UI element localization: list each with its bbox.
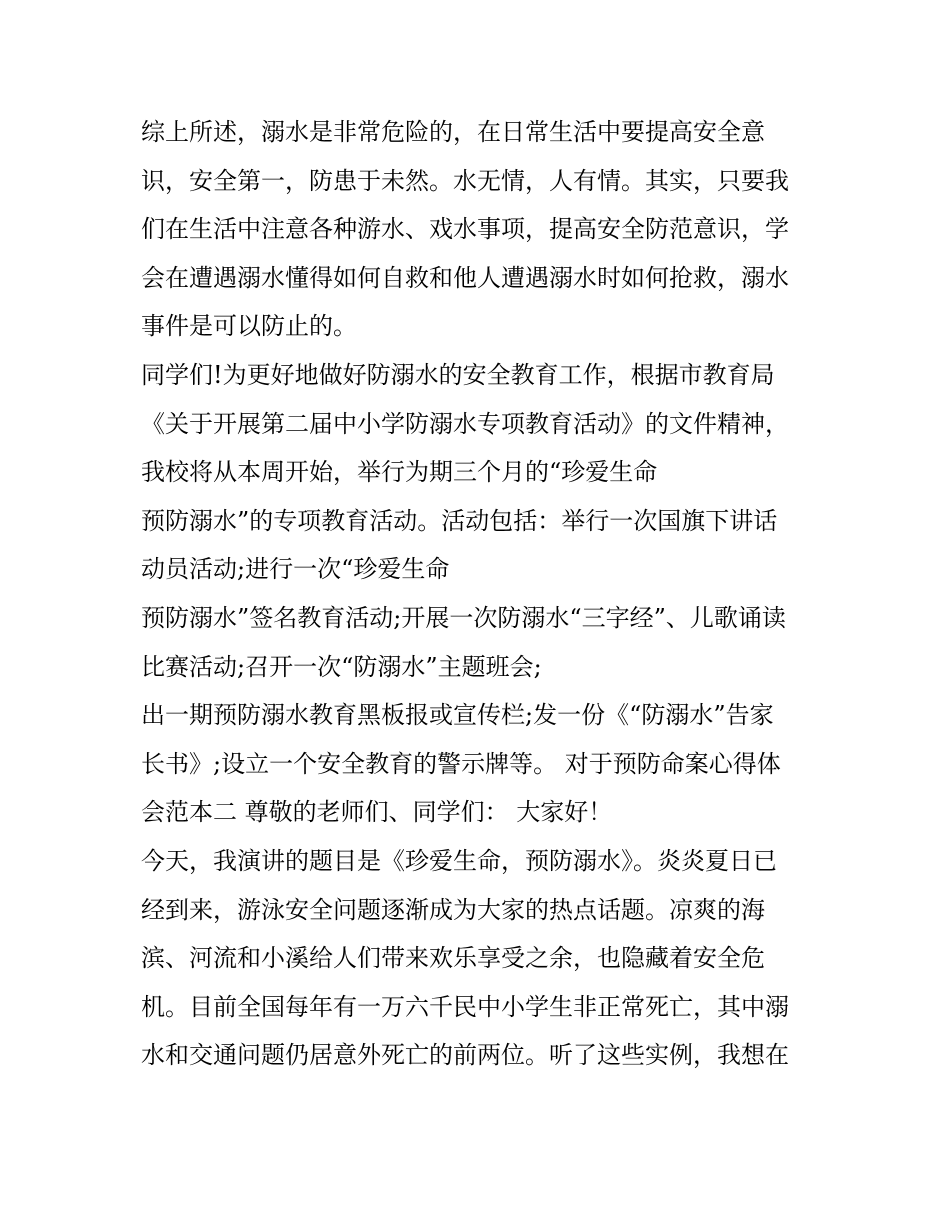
text-line: 会范本二 尊敬的老师们、同学们： 大家好！ <box>141 798 613 827</box>
text-line: 们在生活中注意各种游水、戏水事项，提高安全防范意识，学 <box>141 215 789 244</box>
text-line: 会在遭遇溺水懂得如何自救和他人遭遇溺水时如何抢救，溺水 <box>141 263 789 292</box>
text-line: 《关于开展第二届中小学防溺水专项教育活动》的文件精神， <box>141 409 789 438</box>
document-body <box>141 108 821 1080</box>
text-line: 经到来，游泳安全问题逐渐成为大家的热点话题。凉爽的海 <box>141 895 765 924</box>
text-line: 识，安全第一，防患于未然。水无情，人有情。其实，只要我 <box>141 166 789 195</box>
text-line: 事件是可以防止的。 <box>141 312 357 341</box>
text-line: 比赛活动;召开一次“防溺水”主题班会; <box>141 652 542 681</box>
text-line: 今天，我演讲的题目是《珍爱生命，预防溺水》。炎炎夏日已 <box>141 846 777 875</box>
text-line: 预防溺水”的专项教育活动。活动包括：举行一次国旗下讲话 <box>141 506 778 535</box>
text-line: 预防溺水”签名教育活动;开展一次防溺水“三字经”、儿歌诵读 <box>141 603 786 632</box>
text-line: 出一期预防溺水教育黑板报或宣传栏;发一份《“防溺水”告家 <box>141 701 774 730</box>
text-line: 综上所述，溺水是非常危险的，在日常生活中要提高安全意 <box>141 118 765 146</box>
text-line: 我校将从本周开始，举行为期三个月的“珍爱生命 <box>141 458 658 487</box>
text-line: 动员活动;进行一次“珍爱生命 <box>141 555 450 584</box>
text-line: 同学们!为更好地做好防溺水的安全教育工作，根据市教育局 <box>141 360 775 389</box>
text-line: 滨、河流和小溪给人们带来欢乐享受之余，也隐藏着安全危 <box>141 944 765 973</box>
text-line: 水和交通问题仍居意外死亡的前两位。听了这些实例，我想在 <box>141 1041 789 1070</box>
text-line: 机。目前全国每年有一万六千民中小学生非正常死亡，其中溺 <box>141 992 789 1021</box>
text-line: 长书》;设立一个安全教育的警示牌等。 对于预防命案心得体 <box>141 749 781 778</box>
